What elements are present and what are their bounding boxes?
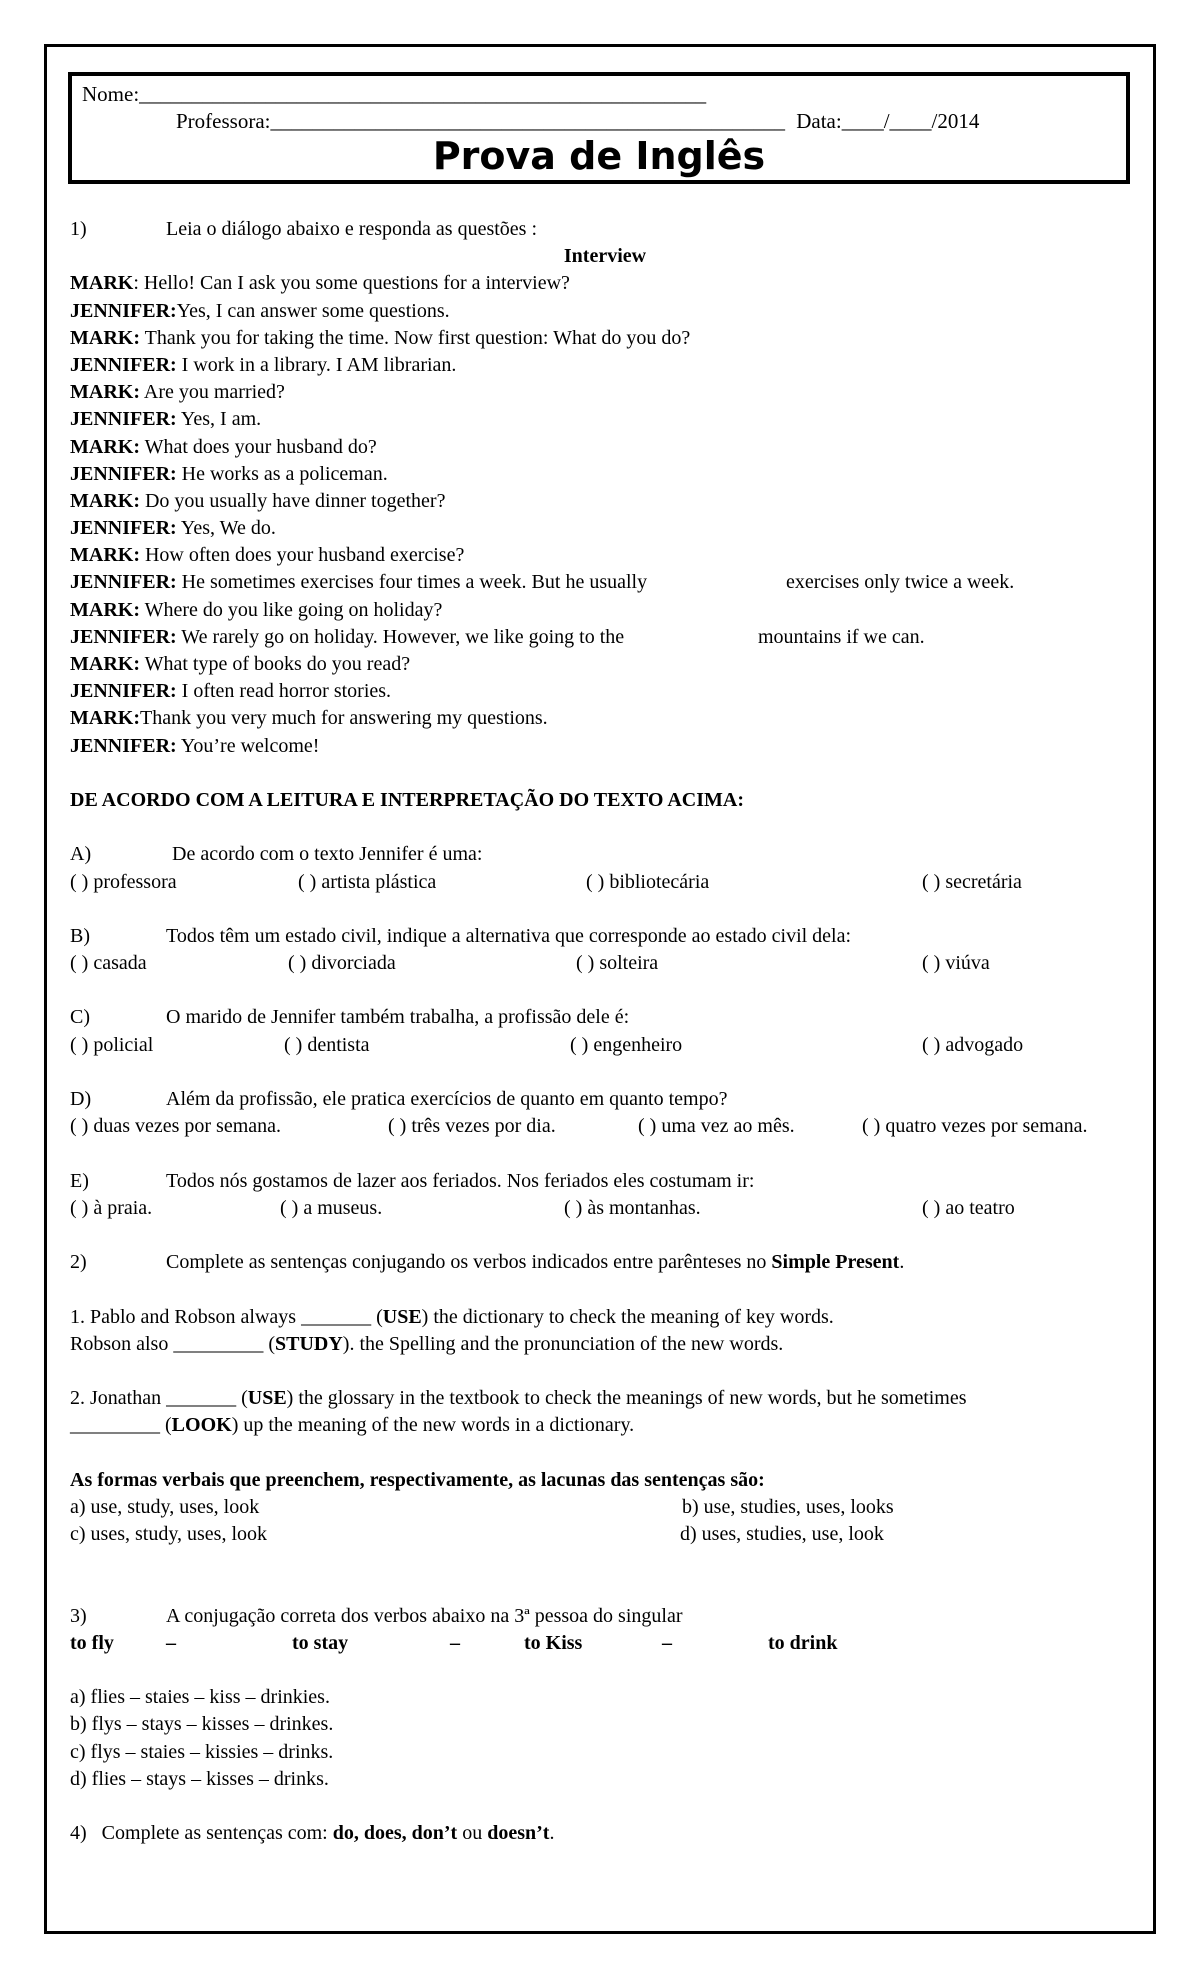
exam-content (70, 216, 1140, 1847)
option[interactable]: ( ) viúva (922, 952, 990, 975)
option[interactable]: ( ) dentista (284, 1033, 370, 1056)
option[interactable]: a) use, study, uses, look (70, 1495, 260, 1518)
dialog-line: MARK: Are you married? (70, 381, 285, 404)
data-field: Data:____/____/2014 (796, 109, 980, 133)
question-a-options (70, 869, 1140, 896)
option[interactable]: ( ) secretária (922, 870, 1022, 893)
page-title: Prova de Inglês (432, 134, 766, 178)
question-d-options (70, 1113, 1140, 1140)
option[interactable]: ( ) uma vez ao mês. (638, 1115, 795, 1138)
option[interactable]: ( ) artista plástica (298, 870, 437, 893)
option[interactable]: ( ) engenheiro (570, 1033, 683, 1056)
option[interactable]: ( ) solteira (576, 952, 659, 975)
dialog-line: MARK:Thank you very much for answering my questions. (70, 707, 548, 730)
q2-sentence-2a: 2. Jonathan _______ (USE) the glossary in the textbook to check the meanings of new words, but he sometimes (70, 1387, 967, 1410)
dialog-line: MARK: What does your husband do? (70, 435, 377, 458)
dialog-line: JENNIFER: He sometimes exercises four times a week. But he usually exercises only twice a week. (70, 571, 1015, 594)
option[interactable]: c) uses, study, uses, look (70, 1523, 268, 1545)
dialog-line: JENNIFER: I work in a library. I AM librarian. (70, 353, 457, 376)
question-c: C) O marido de Jennifer também trabalha, a profissão dele é: (70, 1006, 630, 1029)
q2-options-row-1 (70, 1494, 1140, 1521)
q2-prompt: 2) Complete as sentenças conjugando os verbos indicados entre parênteses no Simple Present. (70, 1251, 905, 1274)
option[interactable]: ( ) advogado (922, 1033, 1024, 1056)
option[interactable]: ( ) professora (70, 870, 177, 893)
question-e-options (70, 1195, 1140, 1222)
option[interactable]: d) uses, studies, use, look (680, 1523, 884, 1545)
option[interactable]: ( ) à praia. (70, 1196, 153, 1219)
q2-sentence-1a: 1. Pablo and Robson always _______ (USE) the dictionary to check the meaning of key words. (70, 1305, 834, 1328)
option[interactable]: d) flies – stays – kisses – drinks. (70, 1767, 329, 1790)
dialog-line: MARK: Hello! Can I ask you some questions for a interview? (70, 272, 570, 295)
dialog-line: JENNIFER: We rarely go on holiday. However, we like going to the mountains if we can. (70, 625, 925, 648)
option[interactable]: ( ) duas vezes por semana. (70, 1115, 282, 1138)
q2-question: As formas verbais que preenchem, respectivamente, as lacunas das sentenças são: (70, 1468, 765, 1491)
q2-sentence-2b: _________ (LOOK) up the meaning of the new words in a dictionary. (70, 1414, 635, 1437)
dialog-line: JENNIFER: He works as a policeman. (70, 462, 388, 485)
dialog-line: MARK: What type of books do you read? (70, 653, 411, 675)
q1-prompt: 1) Leia o diálogo abaixo e responda as questões : (70, 218, 537, 240)
dialog-title: Interview (563, 245, 647, 268)
q2-options-row-2 (70, 1521, 1140, 1548)
dialog-line: JENNIFER:Yes, I can answer some questions. (70, 299, 450, 322)
dialog-line: JENNIFER: Yes, I am. (70, 408, 262, 431)
exam-header (68, 72, 1130, 184)
option[interactable]: ( ) bibliotecária (586, 870, 710, 893)
dialog-line: MARK: Thank you for taking the time. Now first question: What do you do? (70, 326, 691, 349)
option[interactable]: ( ) casada (70, 952, 147, 975)
question-a: A) De acordo com o texto Jennifer é uma: (70, 843, 483, 866)
question-d: D) Além da profissão, ele pratica exercícios de quanto em quanto tempo? (70, 1088, 728, 1110)
nome-field: Nome:______________________________________________________ (82, 82, 707, 106)
option[interactable]: ( ) três vezes por dia. (388, 1115, 556, 1138)
option[interactable]: ( ) divorciada (288, 952, 396, 975)
dialog-line: MARK: Do you usually have dinner together? (70, 489, 446, 512)
option[interactable]: ( ) policial (70, 1033, 154, 1056)
option[interactable]: b) use, studies, uses, looks (682, 1495, 894, 1518)
question-b: B) Todos têm um estado civil, indique a alternativa que corresponde ao estado civil dela: (70, 924, 852, 947)
dialog-line: JENNIFER: Yes, We do. (70, 517, 276, 540)
q3-verbs: to fly – to stay – to Kiss – to drink (70, 1631, 838, 1654)
question-c-options (70, 1032, 1140, 1059)
q4-prompt: 4) Complete as sentenças com: do, does, don’t ou doesn’t. (70, 1822, 555, 1845)
option[interactable]: a) flies – staies – kiss – drinkies. (70, 1686, 330, 1709)
option[interactable]: ( ) a museus. (280, 1196, 383, 1219)
option[interactable]: ( ) quatro vezes por semana. (862, 1115, 1088, 1138)
dialog-line: JENNIFER: I often read horror stories. (70, 680, 392, 703)
option[interactable]: ( ) às montanhas. (564, 1196, 701, 1219)
dialog-line: MARK: How often does your husband exercise? (70, 544, 465, 567)
option[interactable]: c) flys – staies – kissies – drinks. (70, 1740, 334, 1763)
instructions: DE ACORDO COM A LEITURA E INTERPRETAÇÃO DO TEXTO ACIMA: (70, 788, 744, 811)
q3-prompt: 3) A conjugação correta dos verbos abaixo na 3ª pessoa do singular (70, 1604, 683, 1627)
q2-sentence-1b: Robson also _________ (STUDY). the Spelling and the pronunciation of the new words. (70, 1332, 784, 1355)
dialog-line: MARK: Where do you like going on holiday? (70, 598, 443, 621)
professora-field: Professora:_________________________________________________ (176, 109, 785, 133)
option[interactable]: b) flys – stays – kisses – drinkes. (70, 1713, 334, 1736)
question-e: E) Todos nós gostamos de lazer aos feriados. Nos feriados eles costumam ir: (70, 1169, 755, 1192)
option[interactable]: ( ) ao teatro (922, 1196, 1015, 1219)
dialog-line: JENNIFER: You’re welcome! (70, 734, 320, 757)
question-b-options (70, 950, 1140, 977)
